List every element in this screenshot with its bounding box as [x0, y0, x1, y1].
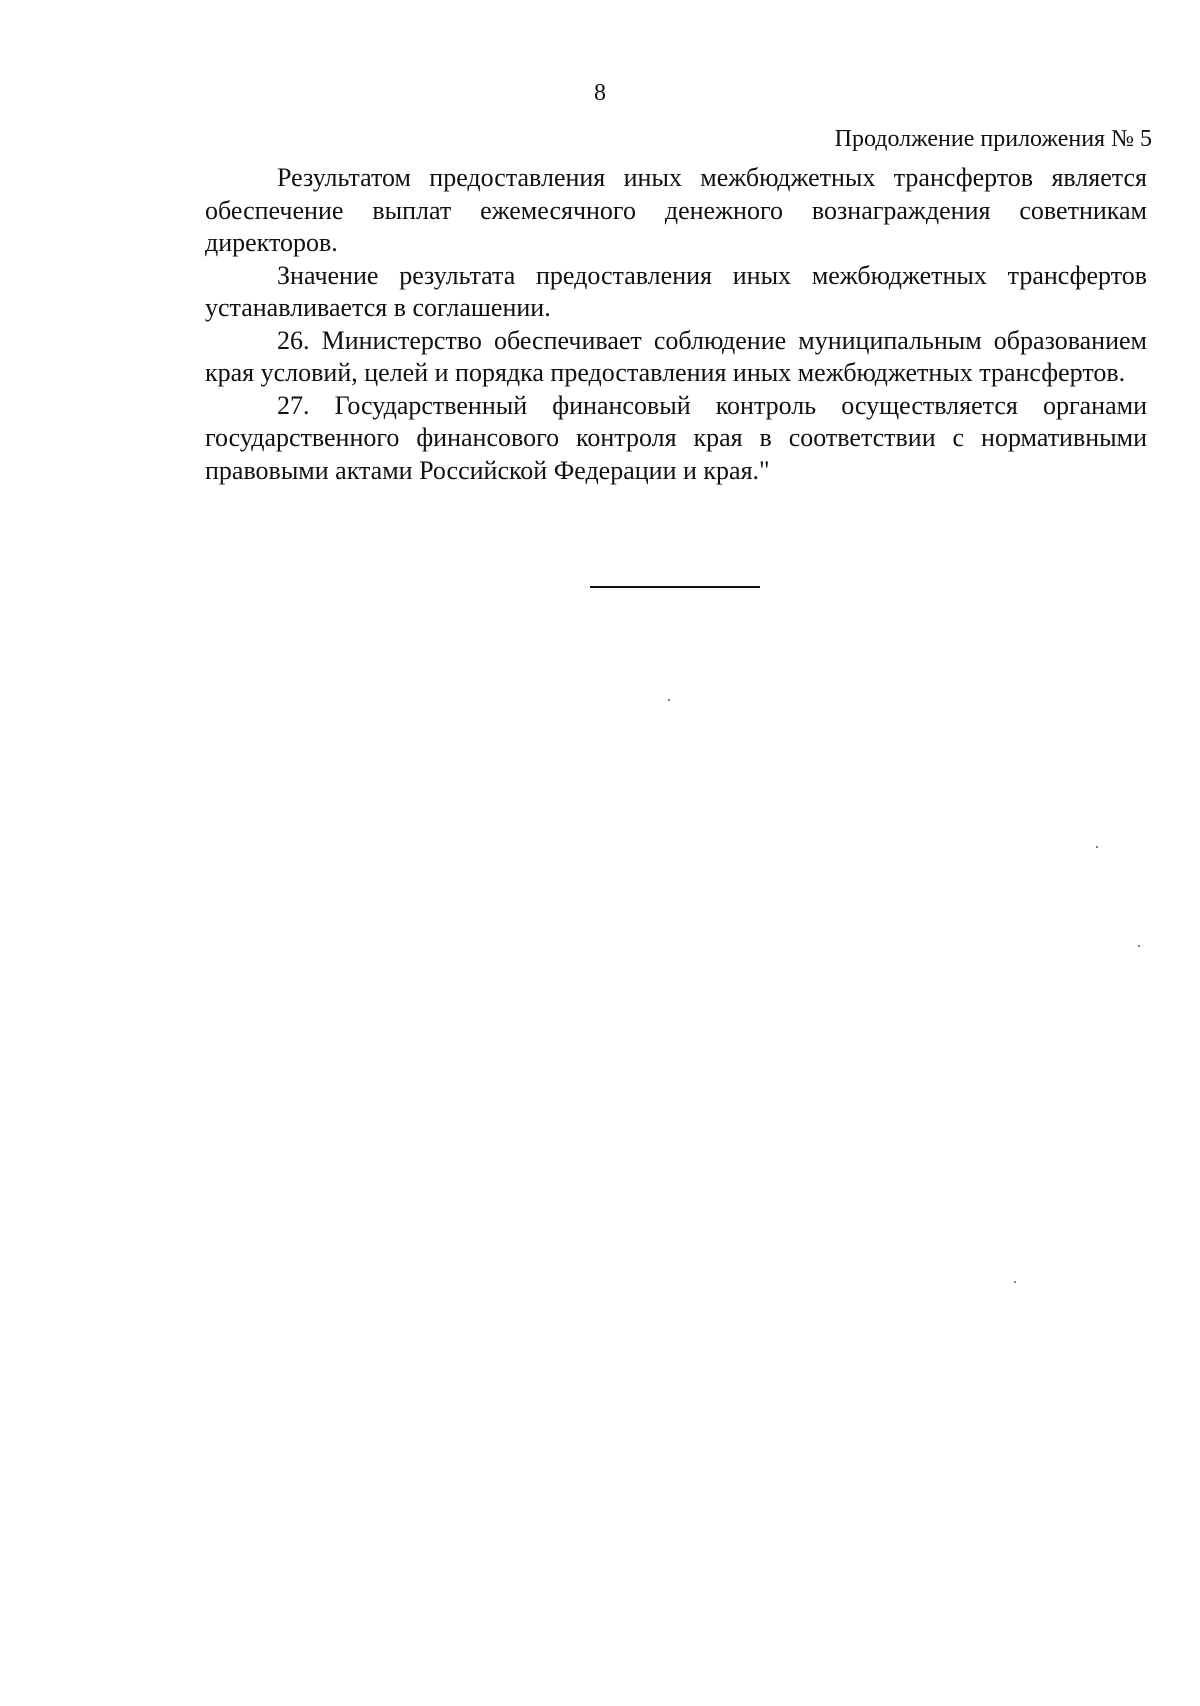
paragraph-result-value: Значение результата предоставления иных межбюджетных трансфертов устанавливается в соглашении. — [205, 260, 1147, 322]
paragraph-result: Результатом предоставления иных межбюджетных трансфертов является обеспечение выплат ежемесячного денежного вознаграждения советникам директоров. — [205, 163, 1147, 257]
scan-speck — [668, 699, 670, 701]
page-number: 8 — [594, 80, 606, 106]
scan-speck — [1096, 846, 1098, 848]
appendix-continuation-note: Продолжение приложения № 5 — [834, 126, 1152, 152]
end-separator-line — [590, 586, 760, 588]
document-body — [205, 162, 1147, 487]
scan-speck — [1138, 945, 1140, 947]
scan-speck — [1014, 1281, 1016, 1283]
paragraph-26: 26. Министерство обеспечивает соблюдение муниципальным образованием края условий, целей и порядка предоставления иных межбюджетных трансфертов. — [205, 325, 1147, 387]
paragraph-27: 27. Государственный финансовый контроль осуществляется органами государственного финансового контроля края в соответствии с нормативными правовыми актами Российской Федерации и края." — [205, 390, 1147, 485]
